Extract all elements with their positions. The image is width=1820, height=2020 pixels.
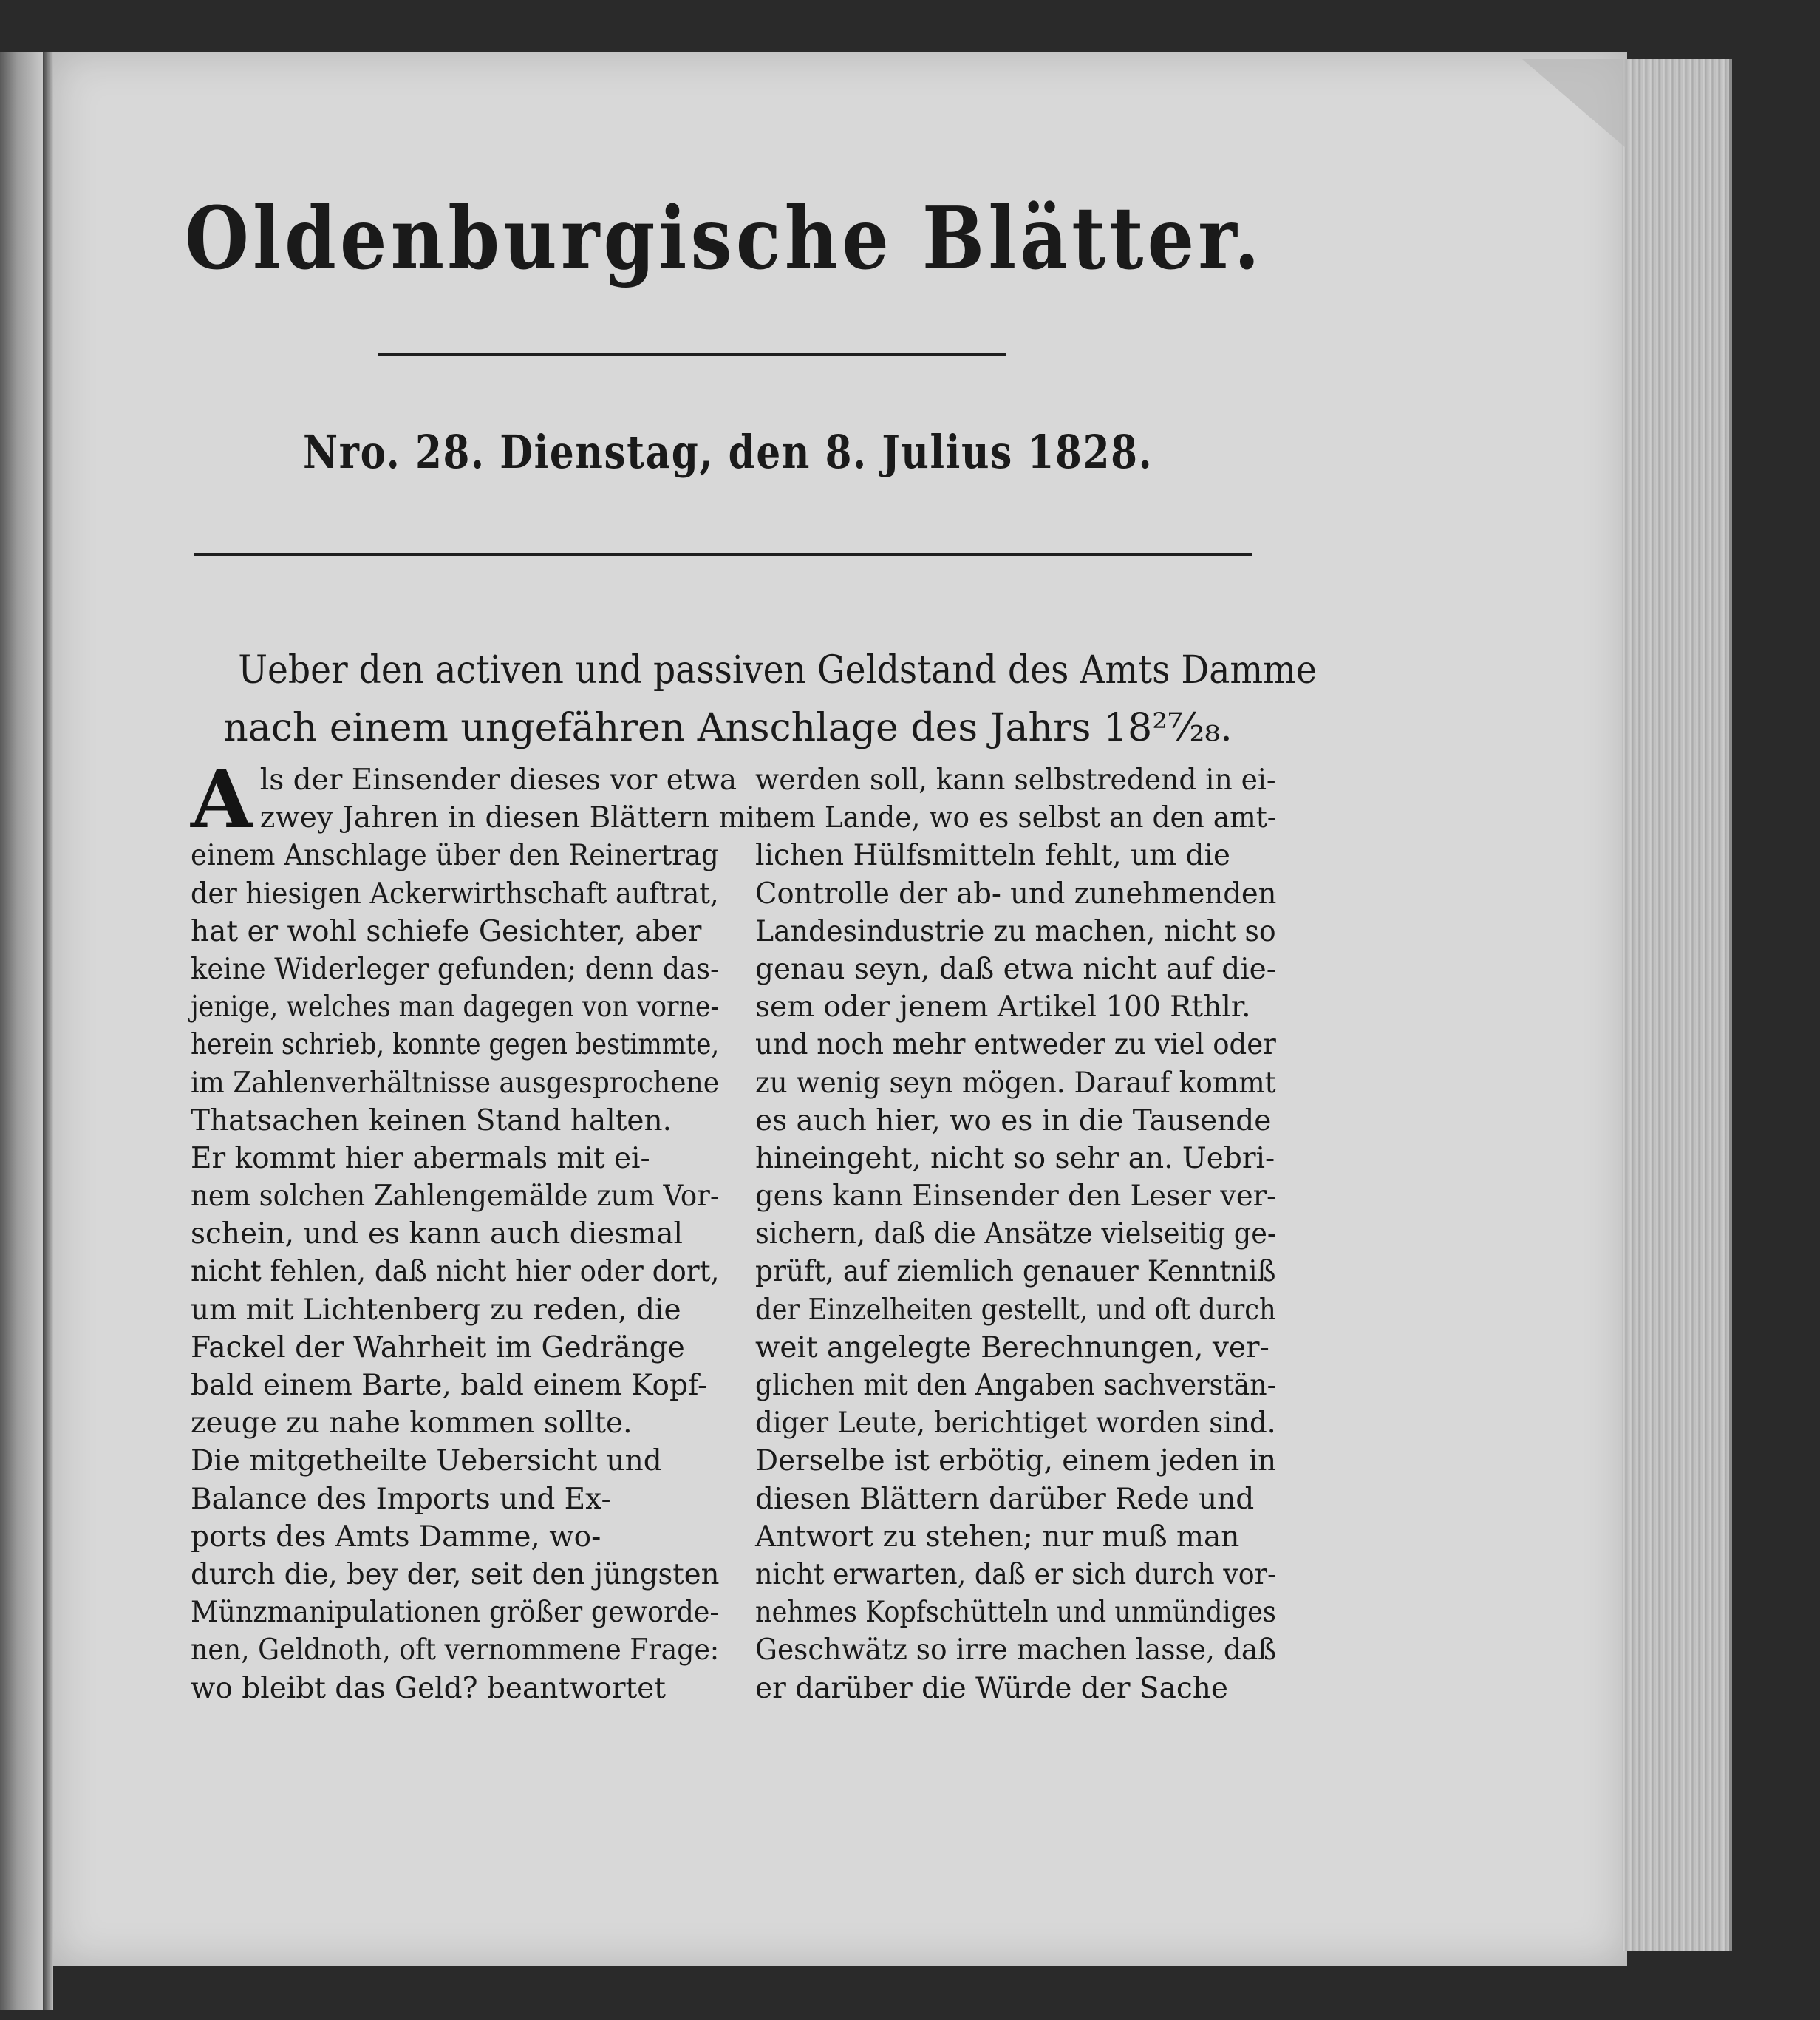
- article-column-right: [755, 761, 1276, 1707]
- masthead-rule: [378, 353, 1006, 356]
- text-line: schein, und es kann auch diesmal: [191, 1217, 684, 1251]
- text-line: nem Lande, wo es selbst an den amt-: [755, 801, 1277, 835]
- text-line: ls der Einsender dieses vor etwa: [259, 764, 737, 797]
- dateline-rule: [194, 553, 1252, 556]
- text-line: durch die, bey der, seit den jüngsten: [191, 1557, 720, 1591]
- text-line: nehmes Kopfschütteln und unmündiges: [755, 1596, 1276, 1630]
- text-line: Die mitgetheilte Uebersicht und: [191, 1444, 662, 1478]
- facing-page-edge: [0, 52, 43, 2010]
- page-edges-stack: [1622, 59, 1732, 1951]
- text-line: sichern, daß die Ansätze vielseitig ge-: [755, 1217, 1277, 1251]
- text-line: genau seyn, daß etwa nicht auf die-: [755, 952, 1276, 986]
- text-line: Antwort zu stehen; nur muß man: [755, 1520, 1240, 1554]
- text-line: jenige, welches man dagegen von vorne-: [191, 990, 720, 1024]
- book-gutter: [43, 52, 53, 2010]
- text-line: ports des Amts Damme, wo-: [191, 1520, 601, 1554]
- text-line: nen, Geldnoth, oft vernommene Frage:: [191, 1633, 720, 1667]
- text-line: prüft, auf ziemlich genauer Kenntniß: [755, 1255, 1276, 1289]
- text-line: er darüber die Würde der Sache: [755, 1671, 1228, 1705]
- text-line: nicht erwarten, daß er sich durch vor-: [755, 1557, 1277, 1591]
- text-line: gens kann Einsender den Leser ver-: [755, 1180, 1277, 1214]
- text-line: zwey Jahren in diesen Blättern mit: [259, 801, 767, 835]
- masthead-title: Oldenburgische Blätter.: [185, 188, 1264, 289]
- article-title: [188, 642, 1317, 757]
- text-line: diesen Blättern darüber Rede und: [755, 1482, 1255, 1516]
- text-line: Er kommt hier abermals mit ei-: [191, 1141, 650, 1175]
- text-line: diger Leute, berichtiget worden sind.: [755, 1407, 1276, 1441]
- text-line: Geschwätz so irre machen lasse, daß: [755, 1633, 1277, 1667]
- text-line: im Zahlenverhältnisse ausgesprochene: [191, 1066, 720, 1100]
- text-line: wo bleibt das Geld? beantwortet: [191, 1671, 666, 1705]
- text-line: der Einzelheiten gestellt, und oft durch: [755, 1293, 1276, 1327]
- text-line: nicht fehlen, daß nicht hier oder dort,: [191, 1255, 720, 1289]
- text-line: weit angelegte Berechnungen, ver-: [755, 1330, 1269, 1364]
- text-line: werden soll, kann selbstredend in ei-: [755, 764, 1276, 797]
- text-line: Thatsachen keinen Stand halten.: [191, 1103, 672, 1137]
- text-line: hat er wohl schiefe Gesichter, aber: [191, 914, 702, 948]
- text-line: um mit Lichtenberg zu reden, die: [191, 1293, 681, 1327]
- text-line: glichen mit den Angaben sachverstän-: [755, 1369, 1276, 1402]
- text-line: und noch mehr entweder zu viel oder: [755, 1028, 1276, 1062]
- text-line: hineingeht, nicht so sehr an. Uebri-: [755, 1141, 1275, 1175]
- text-line: sem oder jenem Artikel 100 Rthlr.: [755, 990, 1251, 1024]
- text-line: herein schrieb, konnte gegen bestimmte,: [191, 1028, 720, 1062]
- text-line: Fackel der Wahrheit im Gedränge: [191, 1330, 685, 1364]
- article-column-left: [191, 753, 767, 1707]
- text-line: es auch hier, wo es in die Tausende: [755, 1103, 1272, 1137]
- article-title-line-1: Ueber den activen und passiven Geldstand des Amts Damme: [238, 648, 1317, 693]
- text-line: Balance des Imports und Ex-: [191, 1482, 611, 1516]
- folded-corner: [1522, 59, 1626, 148]
- text-line: bald einem Barte, bald einem Kopf-: [191, 1369, 708, 1402]
- text-line: zeuge zu nahe kommen sollte.: [191, 1407, 633, 1441]
- text-line: Controlle der ab- und zunehmenden: [755, 877, 1277, 911]
- text-line: Münzmanipulationen größer geworde-: [191, 1596, 719, 1630]
- text-line: lichen Hülfsmitteln fehlt, um die: [755, 839, 1231, 873]
- text-line: nem solchen Zahlengemälde zum Vor-: [191, 1180, 720, 1214]
- text-line: Landesindustrie zu machen, nicht so: [755, 914, 1276, 948]
- article-title-line-2: nach einem ungefähren Anschlage des Jahrs 18²⁷⁄₂₈.: [223, 706, 1233, 750]
- text-line: Derselbe ist erbötig, einem jeden in: [755, 1444, 1277, 1478]
- text-line: zu wenig seyn mögen. Darauf kommt: [755, 1066, 1276, 1100]
- text-line: einem Anschlage über den Reinertrag: [191, 839, 719, 873]
- text-line: keine Widerleger gefunden; denn das-: [191, 952, 720, 986]
- text-line: der hiesigen Ackerwirthschaft auftrat,: [191, 877, 719, 911]
- issue-dateline: Nro. 28. Dienstag, den 8. Julius 1828.: [303, 425, 1153, 479]
- drop-cap: A: [191, 753, 253, 846]
